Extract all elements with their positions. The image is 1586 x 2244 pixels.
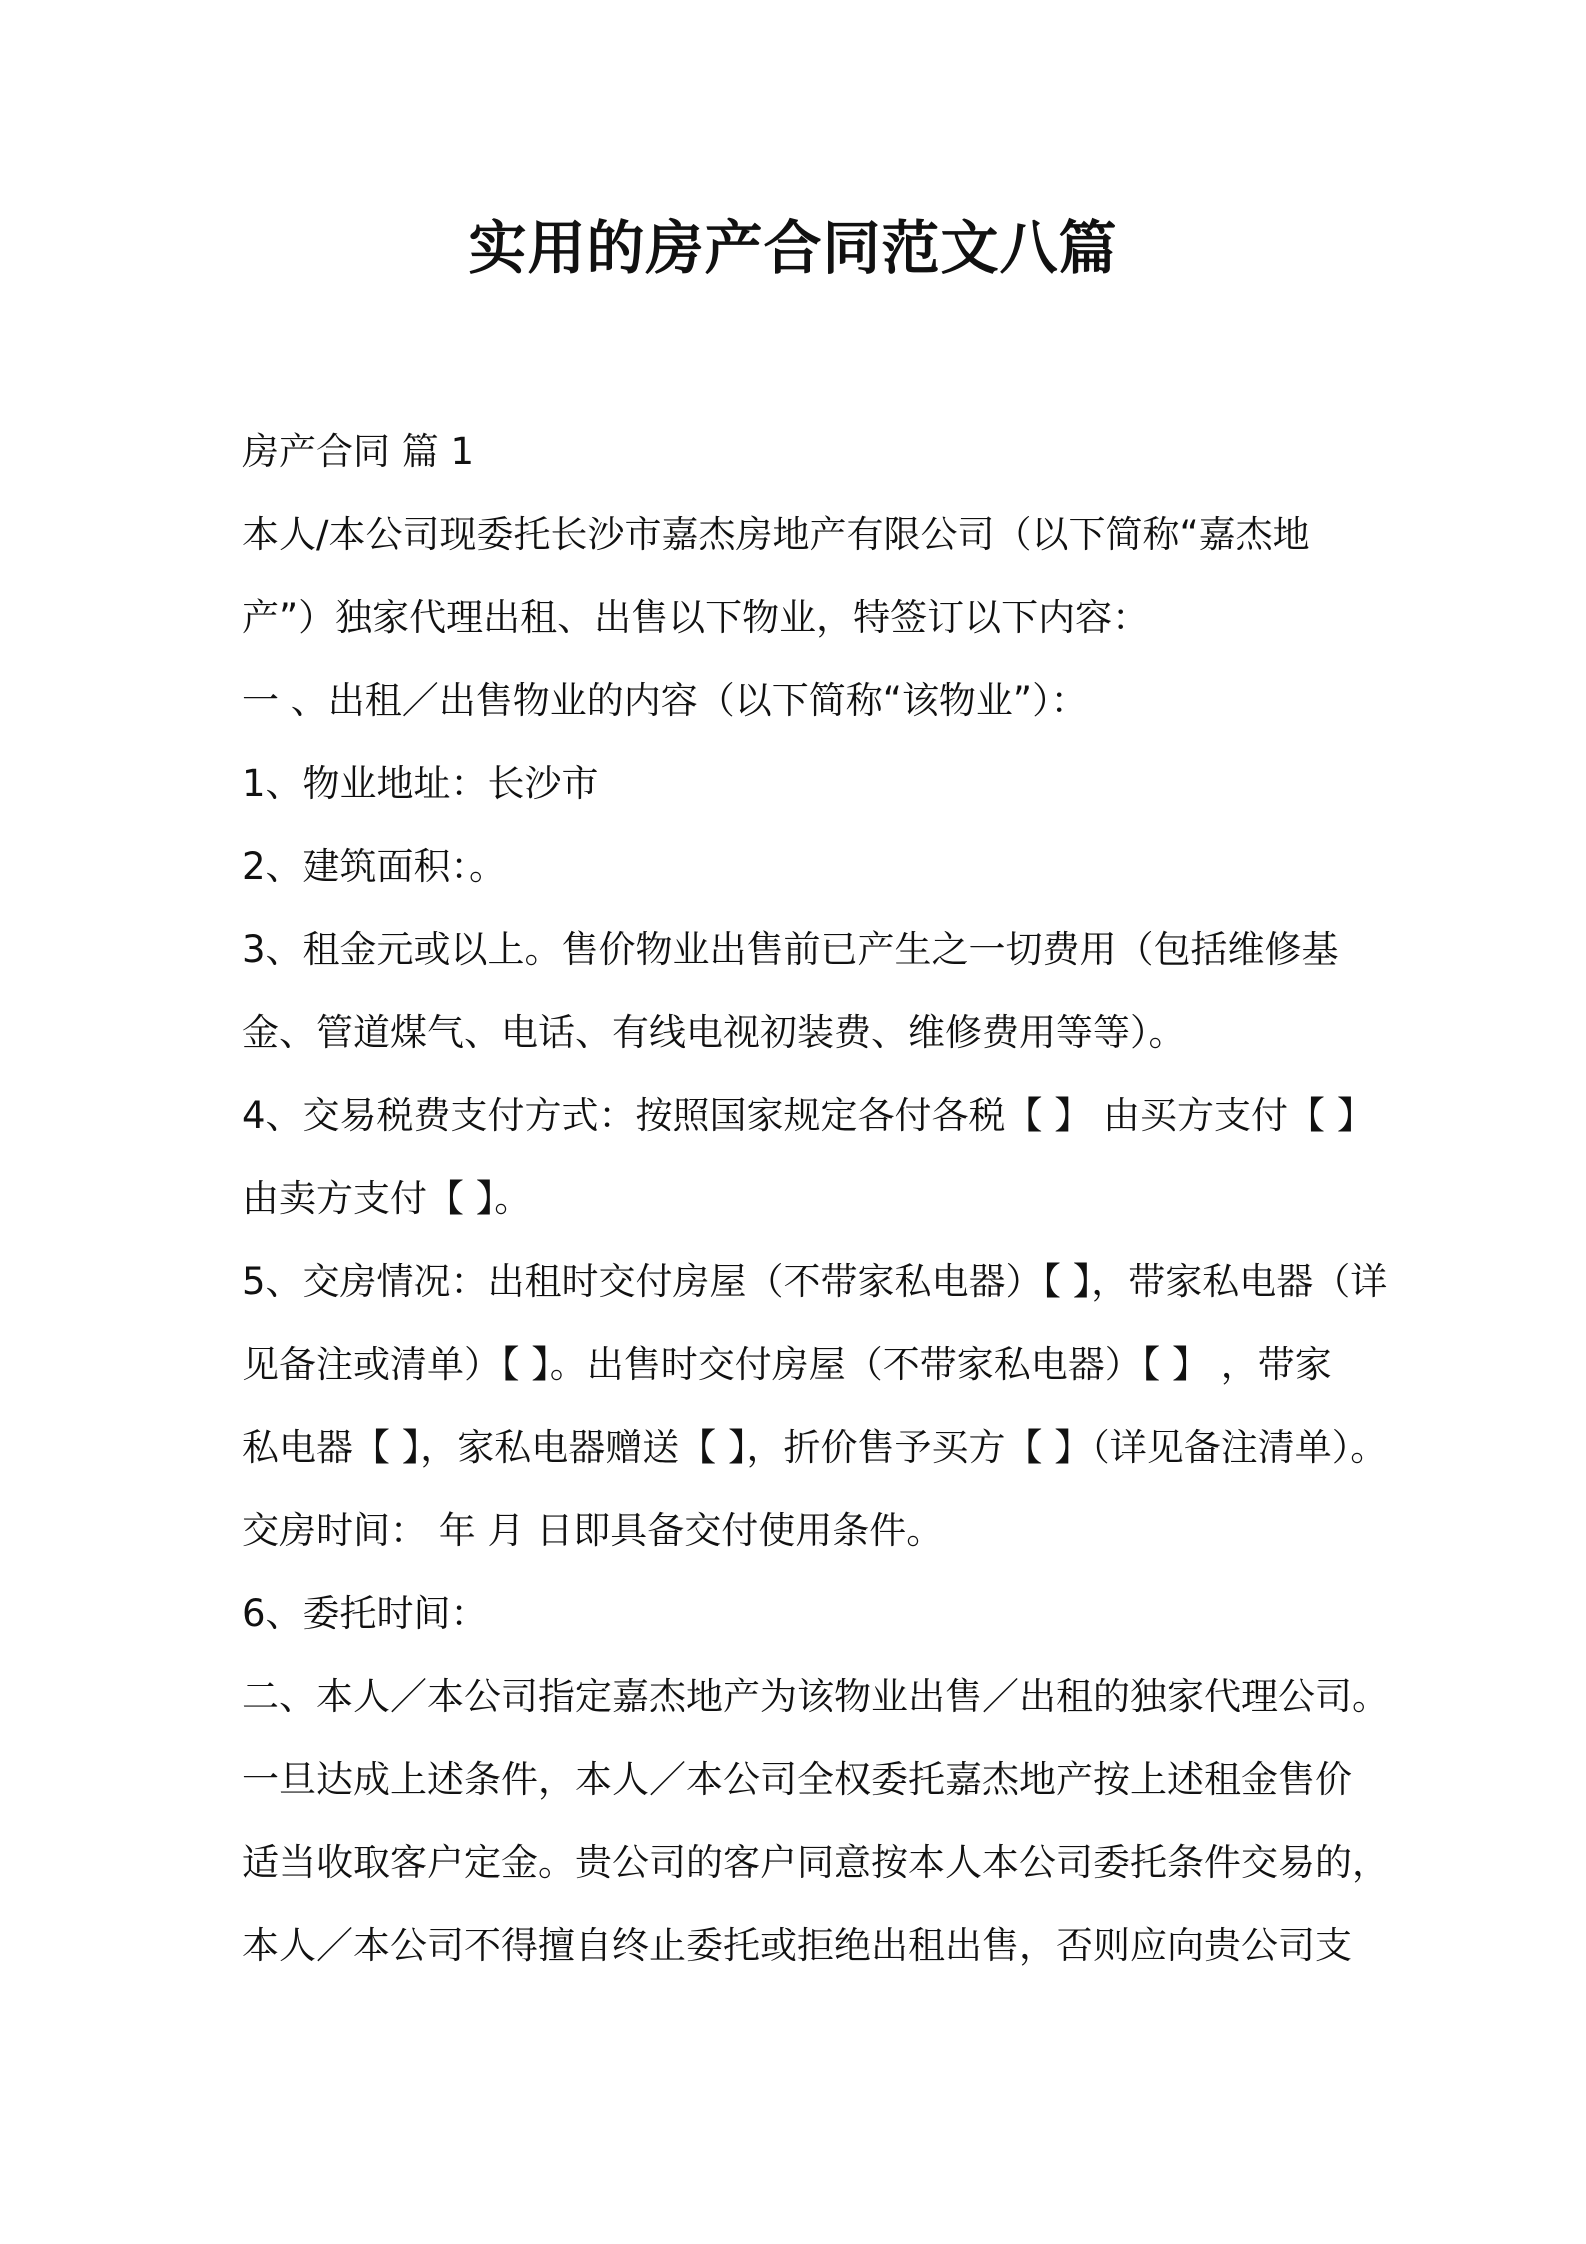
section-heading: 房产合同 篇 1 xyxy=(242,430,475,473)
paragraph-line: 金、管道煤气、电话、有线电视初装费、维修费用等等）。 xyxy=(242,1011,1186,1054)
paragraph-line: 私电器【 】，家私电器赠送【 】，折价售予买方【 】（详见备注清单）。 xyxy=(242,1426,1388,1469)
paragraph-line: 一旦达成上述条件，本人／本公司全权委托嘉杰地产按上述租金售价 xyxy=(242,1758,1352,1801)
paragraph-line: 本人／本公司不得擅自终止委托或拒绝出租出售，否则应向贵公司支 xyxy=(242,1924,1352,1967)
paragraph-line: 由卖方支付【 】。 xyxy=(242,1177,532,1220)
paragraph-line: 适当收取客户定金。贵公司的客户同意按本人本公司委托条件交易的， xyxy=(242,1841,1389,1884)
paragraph-line: 本人/本公司现委托长沙市嘉杰房地产有限公司（以下简称“嘉杰地 xyxy=(242,513,1310,556)
document-body xyxy=(242,410,1389,1987)
paragraph-line: 6、委托时间： xyxy=(242,1592,488,1635)
paragraph-line: 产”）独家代理出租、出售以下物业，特签订以下内容： xyxy=(242,596,1150,639)
paragraph-line: 见备注或清单）【 】。出售时交付房屋（不带家私电器）【 】 ，带家 xyxy=(242,1343,1332,1386)
paragraph-line: 2、建筑面积：。 xyxy=(242,845,507,888)
paragraph-line: 交房时间： 年 月 日即具备交付使用条件。 xyxy=(242,1509,944,1552)
paragraph-line: 二、本人／本公司指定嘉杰地产为该物业出售／出租的独家代理公司。 xyxy=(242,1675,1389,1718)
paragraph-line: 5、交房情况：出租时交付房屋（不带家私电器）【 】，带家私电器（详 xyxy=(242,1260,1388,1303)
paragraph-line: 3、租金元或以上。售价物业出售前已产生之一切费用（包括维修基 xyxy=(242,928,1339,971)
document-title: 实用的房产合同范文八篇 xyxy=(468,214,1118,282)
paragraph-line: 4、交易税费支付方式：按照国家规定各付各税【 】 由买方支付【 】 xyxy=(242,1094,1374,1137)
paragraph-line: 一 、出租／出售物业的内容（以下简称“该物业”）： xyxy=(242,679,1088,722)
paragraph-line: 1、物业地址：长沙市 xyxy=(242,762,599,805)
